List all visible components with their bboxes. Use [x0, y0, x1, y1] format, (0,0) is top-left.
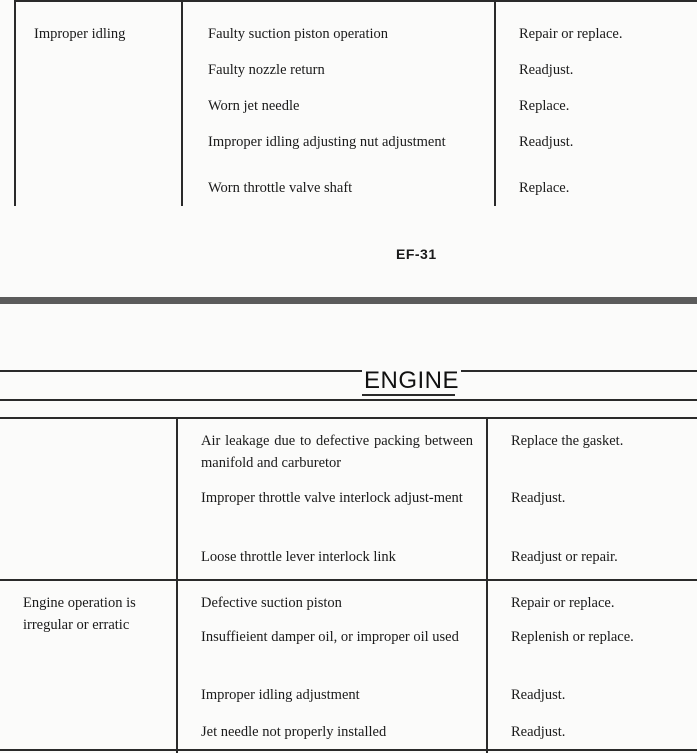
cause-cell: Improper idling adjusting nut adjustment — [208, 134, 446, 150]
table-top-border — [0, 417, 697, 419]
remedy-cell: Readjust. — [511, 490, 566, 506]
row-group-divider — [0, 579, 697, 581]
cause-cell: Faulty nozzle return — [208, 62, 325, 78]
table-bottom-border — [0, 749, 697, 751]
page-separator — [0, 297, 697, 304]
section-header-title: ENGINE — [364, 367, 460, 394]
page-number: EF-31 — [396, 246, 437, 262]
remedy-cell: Repair or replace. — [511, 595, 615, 611]
column-divider-2 — [486, 417, 488, 753]
header-rule-top — [0, 370, 697, 372]
remedy-cell: Readjust. — [511, 687, 566, 703]
remedy-cell: Readjust or repair. — [511, 549, 618, 565]
remedy-cell: Replace the gasket. — [511, 433, 624, 449]
remedy-cell: Readjust. — [519, 62, 574, 78]
column-divider-1 — [176, 417, 178, 753]
cause-cell: Improper throttle valve interlock adjust-ment — [201, 490, 463, 506]
table-left-border — [14, 0, 16, 206]
column-divider-2 — [494, 0, 496, 206]
cause-cell: Improper idling adjustment — [201, 687, 360, 703]
remedy-cell: Replace. — [519, 98, 570, 114]
cause-cell: Air leakage due to defective packing between manifold and carburetor — [201, 433, 473, 471]
cause-cell: Faulty suction piston operation — [208, 26, 389, 42]
cause-cell: Loose throttle lever interlock link — [201, 549, 396, 565]
cause-cell: Defective suction piston — [201, 595, 342, 611]
condition-improper-idling: Improper idling — [34, 26, 126, 42]
remedy-cell: Readjust. — [511, 724, 566, 740]
section-header — [362, 367, 461, 395]
remedy-cell: Replenish or replace. — [511, 629, 634, 645]
header-underline — [362, 394, 455, 396]
cause-cell: Worn throttle valve shaft — [208, 180, 353, 196]
column-divider-1 — [181, 0, 183, 206]
remedy-cell: Repair or replace. — [519, 26, 623, 42]
table-top-border — [14, 0, 697, 2]
cause-cell: Jet needle not properly installed — [201, 724, 387, 740]
remedy-cell: Replace. — [519, 180, 570, 196]
header-rule-bottom — [0, 399, 697, 401]
cause-cell: Worn jet needle — [208, 98, 300, 114]
cause-cell: Insuffieient damper oil, or improper oil used — [201, 629, 459, 645]
remedy-cell: Readjust. — [519, 134, 574, 150]
condition-irregular-operation: Engine operation is irregular or erratic — [23, 595, 136, 633]
